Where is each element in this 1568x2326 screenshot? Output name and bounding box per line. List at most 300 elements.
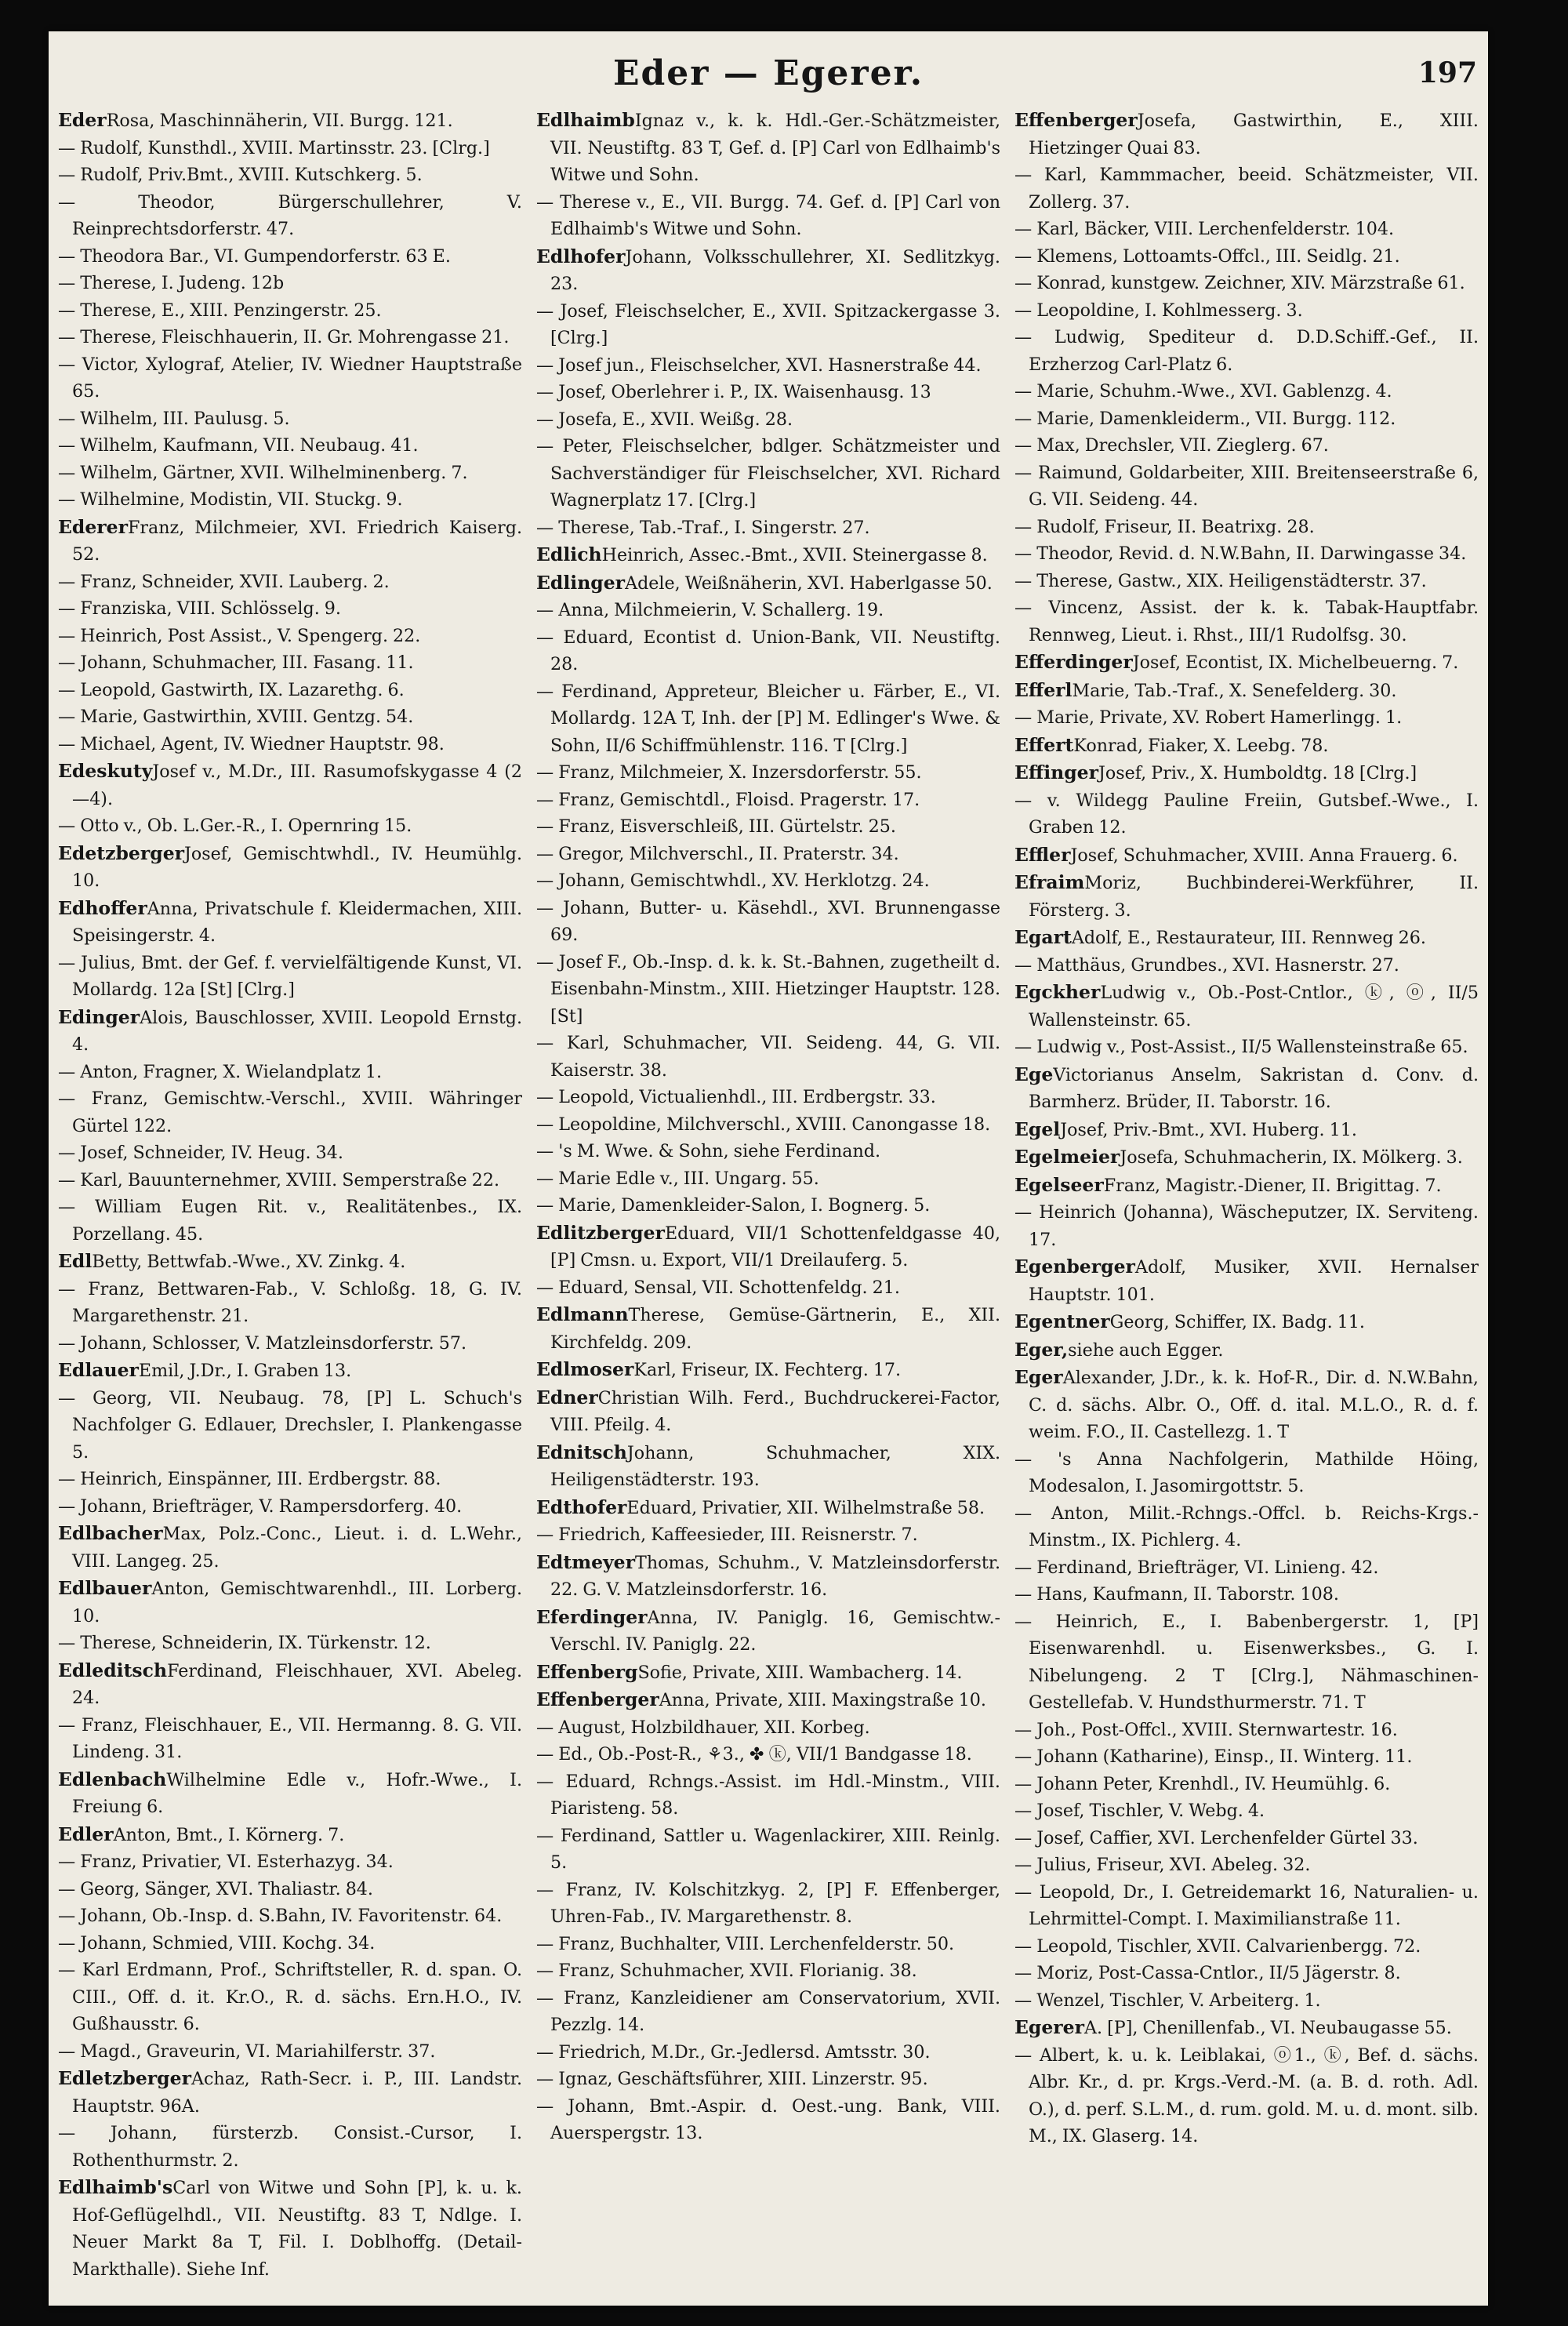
entry-text: Josef v., M.Dr., III. Rasumofskygasse 4 (2—4).	[72, 761, 522, 809]
directory-entry	[58, 677, 522, 704]
directory-entry	[58, 2065, 522, 2120]
directory-entry	[1014, 677, 1479, 705]
entry-text: Johann, Volksschullehrer, XI. Sedlitzkyg. 23.	[550, 246, 1000, 294]
entry-text: — Therese, I. Judeng. 12b	[58, 273, 285, 293]
directory-entry	[536, 569, 1000, 598]
entry-text: Konrad, Fiaker, X. Leebg. 78.	[1073, 735, 1329, 756]
entry-text: Marie, Tab.-Traf., X. Senefelderg. 30.	[1072, 680, 1397, 701]
entry-text: — Franz, Kanzleidiener am Conservatorium, XVII. Pezzlg. 14.	[536, 1987, 1000, 2035]
entry-text: — Heinrich, Post Assist., V. Spengerg. 22.	[58, 625, 421, 646]
directory-entry	[58, 135, 522, 162]
entry-text: — Julius, Bmt. der Gef. f. vervielfältigende Kunst, VI. Mollardg. 12a [St] [Clrg.]	[58, 952, 522, 1000]
directory-entry	[58, 324, 522, 351]
directory-entry	[58, 514, 522, 569]
entry-text: — Theodora Bar., VI. Gumpendorferstr. 63 E.	[58, 245, 451, 267]
directory-entry	[536, 1877, 1000, 1931]
entry-text: — Vincenz, Assist. der k. k. Tabak-Hauptfabr. Rennweg, Lieut. i. Rhst., III/1 Rudolfsg. 30.	[1014, 598, 1479, 645]
entry-headword: Edlauer	[58, 1359, 139, 1381]
entry-headword: Edlich	[536, 543, 602, 565]
entry-text: — Franz, Schuhmacher, XVII. Florianig. 38.	[536, 1961, 917, 1981]
directory-entry	[1014, 787, 1479, 841]
entry-text: — Johann (Katharine), Einsp., II. Winterg. 11.	[1014, 1746, 1413, 1767]
entry-text: — Therese, E., XIII. Penzingerstr. 25.	[58, 300, 382, 321]
directory-entry	[536, 379, 1000, 406]
entry-text: — Julius, Friseur, XVI. Abeleg. 32.	[1014, 1855, 1311, 1875]
entry-text: — Heinrich, E., I. Babenbergerstr. 1, [P] Eisenwarenhdl. u. Eisenwerksbes., G. I. Nibelungeng. 2 T [Clrg.], Nähmaschinen-Gestellefab. V. Hundsthurmerstr. 71. T	[1014, 1611, 1479, 1713]
entry-headword: Edlhofer	[536, 245, 626, 267]
entry-text: Eduard, Privatier, XII. Wilhelmstraße 58.	[626, 1497, 985, 1518]
directory-entry	[536, 1111, 1000, 1139]
entry-text: siehe auch Egger.	[1068, 1339, 1224, 1361]
directory-entry	[58, 2174, 522, 2283]
entry-headword: Eferdinger	[536, 1605, 648, 1628]
directory-entry	[1014, 704, 1479, 732]
directory-entry	[536, 1494, 1000, 1522]
directory-entry	[1014, 540, 1479, 568]
directory-entry	[58, 649, 522, 677]
entry-text: Rosa, Maschinnäherin, VII. Burgg. 121.	[106, 111, 453, 131]
directory-entry	[58, 1657, 522, 1712]
directory-entry	[58, 1385, 522, 1466]
entry-text: — Johann, Ob.-Insp. d. S.Bahn, IV. Favoritenstr. 64.	[58, 1906, 503, 1926]
entry-text: — Heinrich (Johanna), Wäscheputzer, IX. Serviteng. 17.	[1014, 1202, 1479, 1250]
directory-entry	[58, 812, 522, 840]
directory-entry	[536, 189, 1000, 243]
entry-text: A. [P], Chenillenfab., VI. Neubaugasse 55.	[1084, 2018, 1452, 2038]
entry-text: — Josef, Tischler, V. Webg. 4.	[1014, 1801, 1265, 1821]
directory-entry	[58, 1276, 522, 1330]
entry-text: Franz, Magistr.-Diener, II. Brigittag. 7.	[1103, 1175, 1442, 1196]
directory-entry	[58, 1712, 522, 1766]
directory-entry	[58, 1248, 522, 1276]
entry-text: — Hans, Kaufmann, II. Taborstr. 108.	[1014, 1584, 1339, 1605]
directory-entry	[1014, 759, 1479, 787]
entry-text: Alexander, J.Dr., k. k. Hof-R., Dir. d. N.W.Bahn, C. d. sächs. Albr. O., Off. d. ital. M.L.O., R. d. f. weim. F.O., II. Castellezg. 1. T	[1029, 1368, 1479, 1442]
entry-text: — Josef, Caffier, XVI. Lerchenfelder Gürtel 33.	[1014, 1827, 1418, 1848]
directory-entry	[58, 1493, 522, 1521]
entry-text: — Anna, Milchmeierin, V. Schallerg. 19.	[536, 600, 884, 620]
directory-entry	[536, 1384, 1000, 1439]
entry-headword: Edlinger	[536, 571, 626, 594]
directory-entry	[58, 1004, 522, 1059]
entry-headword: Effert	[1014, 733, 1074, 756]
directory-entry	[1014, 568, 1479, 595]
entry-headword: Edhoffer	[58, 896, 147, 919]
entry-text: Anton, Bmt., I. Körnerg. 7.	[113, 1824, 345, 1845]
entry-headword: Efferdinger	[1014, 651, 1133, 673]
directory-entry	[1014, 1172, 1479, 1200]
entry-text: Sofie, Private, XIII. Wambacherg. 14.	[637, 1662, 963, 1683]
entry-text: Ferdinand, Fleischhauer, XVI. Abeleg. 24.	[72, 1660, 522, 1708]
directory-entry	[1014, 869, 1479, 924]
directory-entry	[58, 731, 522, 758]
entry-text: — Marie, Private, XV. Robert Hamerlingg. 1.	[1014, 707, 1403, 728]
directory-entry	[536, 1084, 1000, 1111]
entry-text: — Ferdinand, Sattler u. Wagenlackirer, XIII. Reinlg. 5.	[536, 1825, 1000, 1873]
directory-entry	[1014, 1608, 1479, 1717]
directory-entry	[58, 1194, 522, 1248]
entry-text: — Karl Erdmann, Prof., Schriftsteller, R. d. span. O. CIII., Off. d. it. Kr.O., R. d. sächs. Ern.H.O., IV. Gußhausstr. 6.	[58, 1960, 522, 2034]
entry-headword: Edlmoser	[536, 1358, 634, 1380]
entry-text: — Max, Drechsler, VII. Zieglerg. 67.	[1014, 435, 1329, 456]
entry-text: — Friedrich, M.Dr., Gr.-Jedlersd. Amtsstr. 30.	[536, 2041, 931, 2063]
entry-headword: Edletzberger	[58, 2067, 191, 2089]
entry-text: — Karl, Bauunternehmer, XVIII. Semperstraße 22.	[58, 1169, 500, 1190]
entry-text: Therese, Gemüse-Gärtnerin, E., XII. Kirchfeldg. 209.	[550, 1305, 1000, 1353]
entry-text: — Rudolf, Priv.Bmt., XVIII. Kutschkerg. 5.	[58, 165, 423, 185]
directory-entry	[536, 1192, 1000, 1219]
entry-headword: Edlmann	[536, 1303, 629, 1325]
directory-entry	[536, 514, 1000, 542]
directory-entry	[58, 432, 522, 460]
directory-entry	[58, 950, 522, 1004]
directory-page	[49, 31, 1488, 2306]
directory-entry	[1014, 649, 1479, 677]
directory-entry	[536, 1957, 1000, 1985]
entry-headword: Edlhaimb	[536, 109, 635, 131]
directory-entry	[1014, 324, 1479, 378]
directory-entry	[536, 1768, 1000, 1823]
directory-entry	[1014, 1825, 1479, 1852]
entry-text: — Georg, VII. Neubaug. 78, [P] L. Schuch's Nachfolger G. Edlauer, Drechsler, I. Plankengasse 5.	[58, 1387, 522, 1463]
entry-text: — Johann, Briefträger, V. Rampersdorferg. 40.	[58, 1496, 463, 1517]
entry-text: — Wenzel, Tischler, V. Arbeiterg. 1.	[1014, 1990, 1321, 2011]
entry-text: — Franz, Milchmeier, X. Inzersdorferstr. 55.	[536, 762, 922, 783]
entry-text: Heinrich, Assec.-Bmt., XVII. Steinergasse 8.	[601, 545, 988, 565]
directory-entry	[536, 1604, 1000, 1659]
entry-text: — Peter, Fleischselcher, bdlger. Schätzmeister und Sachverständiger für Fleischselcher, XVI. Richard Wagnerplatz 17. [Clrg.]	[536, 436, 1000, 511]
entry-text: — Albert, k. u. k. Leiblakai, ⓞ1., ⓚ, Bef. d. sächs. Albr. Kr., d. pr. Krgs.-Verd.-M. (a. B. d. roth. Adl. O.), d. perf. S.L.M., d. rum. gold. M. u. d. mont. silb. M., IX. Glaserg. 14.	[1014, 2044, 1479, 2146]
entry-headword: Edinger	[58, 1005, 140, 1028]
entry-text: — Marie Edle v., III. Ungarg. 55.	[536, 1168, 819, 1189]
directory-entry	[1014, 841, 1479, 870]
directory-entry	[536, 1549, 1000, 1604]
entry-text: — Karl, Schuhmacher, VII. Seideng. 44, G. VII. Kaiserstr. 38.	[536, 1033, 1000, 1081]
entry-text: — Rudolf, Friseur, II. Beatrixg. 28.	[1014, 516, 1315, 537]
directory-entry	[536, 759, 1000, 787]
entry-headword: Edler	[58, 1823, 114, 1845]
entry-headword: Egckher	[1014, 981, 1101, 1003]
running-title: Eder — Egerer.	[612, 53, 924, 93]
entry-text: — Franz, Gemischtw.-Verschl., XVIII. Währinger Gürtel 122.	[58, 1088, 522, 1136]
directory-entry	[536, 2093, 1000, 2147]
directory-entry	[536, 298, 1000, 352]
directory-entry	[1014, 514, 1479, 541]
entry-text: — Leopold, Victualienhdl., III. Erdbergstr. 33.	[536, 1087, 936, 1107]
entry-text: — William Eugen Rit. v., Realitätenbes., IX. Porzellang. 45.	[58, 1197, 522, 1245]
directory-entry	[1014, 1554, 1479, 1582]
entry-text: — Georg, Sänger, XVI. Thaliastr. 84.	[58, 1878, 373, 1899]
entry-text: — Moriz, Post-Cassa-Cntlor., II/5 Jägerstr. 8.	[1014, 1963, 1401, 1983]
entry-headword: Edthofer	[536, 1496, 627, 1518]
directory-entry	[58, 2038, 522, 2066]
entry-headword: Egelseer	[1014, 1173, 1104, 1196]
directory-entry	[58, 1766, 522, 1821]
entry-text: Max, Polz.-Conc., Lieut. i. d. L.Wehr., VIII. Langeg. 25.	[72, 1524, 522, 1572]
directory-entry	[1014, 1852, 1479, 1879]
directory-entry	[58, 1357, 522, 1385]
entry-headword: Effenberg	[536, 1660, 638, 1683]
directory-entry	[1014, 1143, 1479, 1172]
entry-text: — Johann, Bmt.-Aspir. d. Oest.-ung. Bank, VIII. Auerspergstr. 13.	[536, 2095, 1000, 2143]
directory-entry	[536, 1714, 1000, 1742]
directory-entry	[58, 405, 522, 433]
directory-entry	[1014, 1061, 1479, 1116]
entry-text: — Franz, Bettwaren-Fab., V. Schloßg. 18, G. IV. Margarethenstr. 21.	[58, 1278, 522, 1326]
directory-entry	[58, 1630, 522, 1657]
entry-headword: Egentner	[1014, 1310, 1110, 1332]
directory-entry	[58, 840, 522, 895]
entry-text: — Johann, fürsterzb. Consist.-Cursor, I. Rothenthurmstr. 2.	[58, 2123, 522, 2171]
entry-text: — Franz, IV. Kolschitzkyg. 2, [P] F. Effenberger, Uhren-Fab., IV. Margarethenstr. 8.	[536, 1879, 1000, 1927]
directory-entry	[1014, 378, 1479, 405]
entry-headword: Effenberger	[536, 1688, 659, 1710]
entry-text: — Theodor, Revid. d. N.W.Bahn, II. Darwingasse 34.	[1014, 543, 1467, 564]
entry-text: Josefa, Schuhmacherin, IX. Mölkerg. 3.	[1120, 1147, 1463, 1168]
entry-headword: Egel	[1014, 1118, 1061, 1140]
entry-text: — Magd., Graveurin, VI. Mariahilferstr. 37.	[58, 2041, 436, 2062]
directory-entry	[1014, 594, 1479, 649]
directory-entry	[1014, 270, 1479, 297]
directory-entry	[58, 623, 522, 650]
entry-text: — Josef, Fleischselcher, E., XVII. Spitzackergasse 3. [Clrg.]	[536, 300, 1000, 348]
directory-entry	[1014, 1933, 1479, 1961]
entry-text: Betty, Bettwfab.-Wwe., XV. Zinkg. 4.	[92, 1252, 406, 1272]
directory-entry	[58, 595, 522, 623]
directory-entry	[536, 1165, 1000, 1193]
entry-text: — Konrad, kunstgew. Zeichner, XIV. Märzstraße 61.	[1014, 273, 1465, 293]
entry-text: — Ferdinand, Briefträger, VI. Linieng. 42.	[1014, 1557, 1379, 1578]
directory-entry	[1014, 1717, 1479, 1744]
entry-text: Josef, Priv., X. Humboldtg. 18 [Clrg.]	[1098, 763, 1417, 783]
entry-headword: Eger	[1014, 1366, 1063, 1388]
directory-entry	[536, 1219, 1000, 1274]
entry-headword: Edlenbach	[58, 1768, 167, 1790]
directory-entry	[58, 1930, 522, 1957]
directory-entry	[536, 107, 1000, 189]
directory-entry	[58, 1139, 522, 1167]
entry-text: — Leopold, Gastwirth, IX. Lazarethg. 6.	[58, 679, 405, 700]
directory-entry	[536, 1686, 1000, 1714]
entry-headword: Edlbauer	[58, 1577, 152, 1599]
entry-text: Carl von Witwe und Sohn [P], k. u. k. Hof-Geflügelhdl., VII. Neustiftg. 83 T, Ndlge. I. Neuer Markt 8a T, Fil. I. Doblhoffg. (Detail-Markthalle). Siehe Inf.	[72, 2178, 522, 2280]
entry-text: Josef, Econtist, IX. Michelbeuerng. 7.	[1132, 652, 1459, 673]
entry-headword: Effenberger	[1014, 109, 1138, 131]
entry-text: — Johann, Schuhmacher, III. Fasang. 11.	[58, 652, 414, 673]
directory-entry	[1014, 1797, 1479, 1825]
entry-text: — Ludwig, Spediteur d. D.D.Schiff.-Gef., II. Erzherzog Carl-Platz 6.	[1014, 327, 1479, 375]
directory-entry	[536, 1521, 1000, 1549]
entry-text: Josefa, Gastwirthin, E., XIII. Hietzinger Quai 83.	[1029, 111, 1479, 158]
entry-headword: Egart	[1014, 926, 1072, 948]
entry-text: Thomas, Schuhm., V. Matzleinsdorferstr. 22. G. V. Matzleinsdorferstr. 16.	[550, 1552, 1000, 1600]
directory-entry	[536, 1274, 1000, 1302]
entry-headword: Edl	[58, 1250, 93, 1272]
entry-headword: Ege	[1014, 1063, 1054, 1085]
entry-text: — Gregor, Milchverschl., II. Praterstr. 34.	[536, 843, 899, 864]
entry-text: — Rudolf, Kunsthdl., XVIII. Martinsstr. 23. [Clrg.]	[58, 137, 490, 158]
entry-text: — Josefa, E., XVII. Weißg. 28.	[536, 409, 793, 430]
directory-entry	[1014, 1034, 1479, 1061]
entry-headword: Edlbacher	[58, 1522, 163, 1544]
entry-text: — Ignaz, Geschäftsführer, XIII. Linzerstr. 95.	[536, 2069, 928, 2089]
entry-text: — Leopoldine, Milchverschl., XVIII. Canongasse 18.	[536, 1114, 991, 1135]
entry-text: — Eduard, Sensal, VII. Schottenfeldg. 21.	[536, 1277, 900, 1298]
entry-text: Moriz, Buchbinderei-Werkführer, II. Försterg. 3.	[1029, 873, 1479, 921]
directory-entry	[1014, 1199, 1479, 1253]
entry-text: — Franz, Gemischtdl., Floisd. Pragerstr. 17.	[536, 789, 920, 810]
entry-headword: Edleditsch	[58, 1659, 168, 1681]
directory-entry	[1014, 1308, 1479, 1336]
entry-text: — Victor, Xylograf, Atelier, IV. Wiedner Hauptstraße 65.	[58, 354, 522, 402]
directory-entry	[1014, 216, 1479, 243]
entry-text: Ludwig v., Ob.-Post-Cntlor., ⓚ, ⓞ, II/5 Wallensteinstr. 65.	[1029, 983, 1479, 1030]
entry-text: — Franz, Eisverschleiß, III. Gürtelstr. 25.	[536, 816, 896, 837]
entry-headword: Edlhaimb's	[58, 2176, 173, 2198]
directory-entry	[58, 895, 522, 950]
entry-text: — Eduard, Rchngs.-Assist. im Hdl.-Minstm., VIII. Piaristeng. 58.	[536, 1771, 1000, 1819]
entry-text: Anton, Gemischtwarenhdl., III. Lorberg. 10.	[72, 1579, 522, 1626]
entry-text: — v. Wildegg Pauline Freiin, Gutsbef.-Wwe., I. Graben 12.	[1014, 790, 1479, 838]
entry-text: Achaz, Rath-Secr. i. P., III. Landstr. Hauptstr. 96A.	[72, 2069, 522, 2117]
entry-text: — Marie, Damenkleiderm., VII. Burgg. 112.	[1014, 408, 1396, 429]
directory-entry	[58, 1167, 522, 1194]
directory-entry	[1014, 1743, 1479, 1771]
directory-entry	[58, 486, 522, 514]
directory-entry	[1014, 162, 1479, 216]
directory-entry	[536, 678, 1000, 760]
directory-entry	[536, 1931, 1000, 1958]
entry-text: Alois, Bauschlosser, XVIII. Leopold Ernstg. 4.	[72, 1007, 522, 1055]
directory-entry	[58, 1330, 522, 1357]
entry-headword: Eder	[58, 109, 107, 131]
entry-headword: Edetzberger	[58, 841, 185, 864]
entry-text: — Franz, Buchhalter, VIII. Lerchenfelderstr. 50.	[536, 1933, 955, 1954]
entry-text: — Karl, Bäcker, VIII. Lerchenfelderstr. 104.	[1014, 219, 1395, 239]
directory-entry	[58, 351, 522, 405]
entry-text: — Marie, Gastwirthin, XVIII. Gentzg. 54.	[58, 707, 414, 727]
directory-entry	[1014, 1253, 1479, 1308]
directory-entry	[536, 1659, 1000, 1687]
column-1	[58, 107, 522, 2295]
directory-entry	[536, 1823, 1000, 1877]
directory-entry	[536, 895, 1000, 949]
entry-headword: Ederer	[58, 515, 129, 538]
entry-text: — Franz, Fleischhauer, E., VII. Hermanng. 8. G. VII. Lindeng. 31.	[58, 1714, 522, 1762]
entry-headword: Egenberger	[1014, 1256, 1135, 1277]
directory-entry	[536, 1138, 1000, 1165]
directory-entry	[536, 406, 1000, 434]
entry-headword: Egelmeier	[1014, 1146, 1120, 1168]
directory-entry	[58, 1085, 522, 1139]
entry-headword: Edner	[536, 1386, 598, 1408]
directory-entry	[1014, 107, 1479, 162]
entry-text: — Leopold, Tischler, XVII. Calvarienbergg. 72.	[1014, 1935, 1421, 1957]
directory-entry	[536, 624, 1000, 678]
entry-text: — Anton, Milit.-Rchngs.-Offcl. b. Reichs-Krgs.-Minstm., IX. Pichlerg. 4.	[1014, 1503, 1479, 1550]
entry-text: — Josef, Oberlehrer i. P., IX. Waisenhausg. 13	[536, 382, 931, 402]
entry-text: Georg, Schiffer, IX. Badg. 11.	[1109, 1312, 1365, 1332]
directory-entry	[1014, 243, 1479, 271]
entry-text: — Therese, Tab.-Traf., I. Singerstr. 27.	[536, 517, 870, 538]
directory-entry	[1014, 1364, 1479, 1446]
page-number: 197	[1417, 56, 1477, 89]
entry-text: — Wilhelm, III. Paulusg. 5.	[58, 408, 290, 429]
entry-headword: Edtmeyer	[536, 1550, 636, 1573]
directory-entry	[1014, 1960, 1479, 1987]
directory-entry	[58, 162, 522, 189]
entry-text: Franz, Milchmeier, XVI. Friedrich Kaiserg. 52.	[72, 517, 522, 565]
directory-entry	[536, 867, 1000, 895]
directory-entry	[1014, 1336, 1479, 1365]
directory-entry	[536, 243, 1000, 298]
directory-entry	[536, 949, 1000, 1030]
entry-text: — Raimund, Goldarbeiter, XIII. Breitenseerstraße 6, G. VII. Seideng. 44.	[1014, 462, 1479, 510]
directory-entry	[536, 433, 1000, 514]
directory-entry	[58, 1821, 522, 1849]
entry-text: — Wilhelm, Kaufmann, VII. Neubaug. 41.	[58, 435, 419, 456]
directory-entry	[1014, 1879, 1479, 1933]
entry-headword: Ednitsch	[536, 1441, 627, 1463]
directory-entry	[536, 813, 1000, 841]
directory-entry	[58, 297, 522, 325]
entry-headword: Edeskuty	[58, 760, 153, 782]
entry-text: — Therese, Gastw., XIX. Heiligenstädterstr. 37.	[1014, 570, 1427, 591]
entry-text: — Ludwig v., Post-Assist., II/5 Wallensteinstraße 65.	[1014, 1037, 1468, 1057]
entry-text: Josef, Schuhmacher, XVIII. Anna Frauerg. 6.	[1070, 845, 1458, 866]
entry-text: Adolf, Musiker, XVII. Hernalser Hauptstr. 101.	[1029, 1257, 1479, 1305]
entry-text: — Josef, Schneider, IV. Heug. 34.	[58, 1143, 343, 1163]
directory-entry	[58, 1957, 522, 2038]
entry-text: Josef, Priv.-Bmt., XVI. Huberg. 11.	[1060, 1119, 1357, 1140]
entry-text: — Therese, Fleischhauerin, II. Gr. Mohrengasse 21.	[58, 327, 510, 347]
entry-text: — Leopoldine, I. Kohlmesserg. 3.	[1014, 300, 1303, 321]
directory-entry	[1014, 1446, 1479, 1500]
entry-headword: Edlitzberger	[536, 1221, 665, 1244]
directory-entry	[536, 841, 1000, 868]
directory-entry	[1014, 2042, 1479, 2150]
entry-text: — Therese, Schneiderin, IX. Türkenstr. 12.	[58, 1633, 431, 1653]
entry-text: Anna, Private, XIII. Maxingstraße 10.	[659, 1690, 986, 1710]
entry-text: — Heinrich, Einspänner, III. Erdbergstr. 88.	[58, 1469, 441, 1489]
entry-text: — Joh., Post-Offcl., XVIII. Sternwartestr. 16.	[1014, 1719, 1398, 1740]
entry-text: — 's Anna Nachfolgerin, Mathilde Höing, Modesalon, I. Jasomirgottstr. 5.	[1014, 1448, 1479, 1496]
entry-text: Josef, Gemischtwhdl., IV. Heumühlg. 10.	[72, 843, 522, 891]
directory-entry	[1014, 405, 1479, 433]
directory-entry	[58, 270, 522, 297]
directory-entry	[1014, 924, 1479, 952]
entry-text: — Franz, Schneider, XVII. Lauberg. 2.	[58, 571, 390, 592]
entry-text: — 's M. Wwe. & Sohn, siehe Ferdinand.	[536, 1141, 881, 1161]
directory-entry	[536, 787, 1000, 814]
entry-text: — Marie, Damenkleider-Salon, I. Bognerg. 5.	[536, 1195, 931, 1216]
directory-entry	[58, 758, 522, 812]
directory-entry	[536, 1030, 1000, 1084]
entry-text: Emil, J.Dr., I. Graben 13.	[138, 1361, 352, 1381]
directory-entry	[536, 541, 1000, 569]
directory-entry	[536, 597, 1000, 624]
entry-text: — Johann, Gemischtwhdl., XV. Herklotzg. 24.	[536, 870, 930, 891]
entry-text: — Franziska, VIII. Schlösselg. 9.	[58, 598, 341, 619]
entry-text: Karl, Friseur, IX. Fechterg. 17.	[633, 1360, 902, 1380]
entry-text: — Theodor, Bürgerschullehrer, V. Reinprechtsdorferstr. 47.	[58, 191, 522, 239]
column-2	[536, 107, 1000, 2295]
entry-text: Christian Wilh. Ferd., Buchdruckerei-Factor, VIII. Pfeilg. 4.	[550, 1387, 1000, 1435]
directory-entry	[536, 1356, 1000, 1384]
directory-entry	[536, 2066, 1000, 2093]
directory-entry	[1014, 952, 1479, 979]
directory-entry	[1014, 2014, 1479, 2042]
